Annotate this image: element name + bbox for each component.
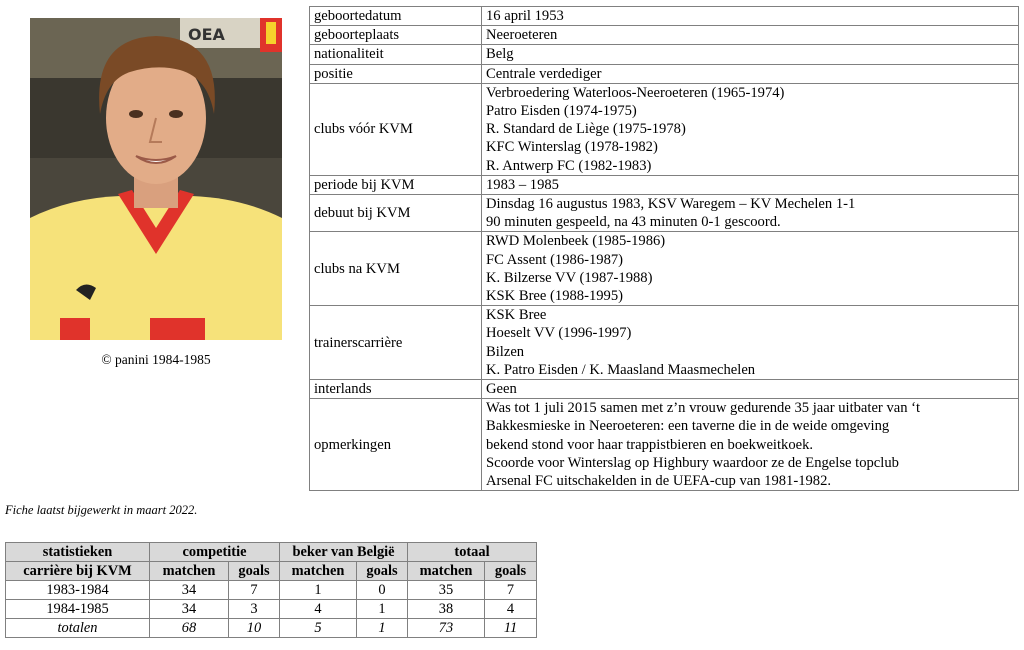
info-row [310,64,1019,83]
stats-value-cell: 5 [280,619,357,638]
stats-subheader-goals: goals [229,562,280,581]
stats-season-cell: totalen [6,619,150,638]
stats-row [6,581,537,600]
info-value-line: Bakkesmieske in Neeroeteren: een taverne die in de weide omgeving [486,418,890,435]
stats-season-cell: 1984-1985 [6,600,150,619]
info-value [482,306,1019,380]
stats-value-cell: 7 [229,581,280,600]
info-value-line: bekend stond voor haar trappistbieren en boekweitkoek. [486,436,814,453]
stats-value-cell: 73 [408,619,485,638]
info-label: nationaliteit [310,45,482,64]
info-value-line: Scoorde voor Winterslag op Highbury waardoor ze de Engelse topclub [486,454,899,471]
stats-subheader-goals: goals [485,562,537,581]
player-info-table [309,6,1019,491]
info-value-line: Arsenal FC uitschakelden in de UEFA-cup van 1981-1982. [486,473,832,490]
info-value-line: R. Standard de Liège (1975-1978) [486,121,686,138]
info-value-line: Patro Eisden (1974-1975) [486,103,637,120]
info-value-line: KSK Bree [486,307,547,324]
info-value-line: Bilzen [486,343,525,360]
info-row [310,380,1019,399]
info-value-line: KSK Bree (1988-1995) [486,288,623,305]
info-value [482,399,1019,491]
info-value [482,45,1019,64]
info-row [310,83,1019,175]
info-label: opmerkingen [310,399,482,491]
info-row [310,195,1019,232]
info-value-line: FC Assent (1986-1987) [486,251,624,268]
info-row [310,306,1019,380]
career-stats-table [5,542,537,638]
info-label: positie [310,64,482,83]
info-value-line: Neeroeteren [486,27,558,44]
stats-value-cell: 7 [485,581,537,600]
stats-value-cell: 35 [408,581,485,600]
stats-header-cup: beker van België [280,543,408,562]
stats-header-title: statistieken [6,543,150,562]
stats-value-cell: 1 [280,581,357,600]
info-value [482,232,1019,306]
stats-subheader-career: carrière bij KVM [6,562,150,581]
stats-value-cell: 34 [150,581,229,600]
info-value [482,195,1019,232]
photo-banner-text: OEA [188,25,225,44]
player-photo [30,18,282,340]
info-value-line: Was tot 1 juli 2015 samen met z’n vrouw gedurende 35 jaar uitbater van ‘t [486,400,921,417]
info-row [310,232,1019,306]
stats-row [6,600,537,619]
stats-value-cell: 0 [357,581,408,600]
stats-subheader-matches: matchen [150,562,229,581]
info-value [482,26,1019,45]
info-value-line: KFC Winterslag (1978-1982) [486,139,658,156]
stats-header-competition: competitie [150,543,280,562]
info-value-line: R. Antwerp FC (1982-1983) [486,157,652,174]
stats-value-cell: 38 [408,600,485,619]
stats-value-cell: 4 [280,600,357,619]
last-updated-note: Fiche laatst bijgewerkt in maart 2022. [5,503,198,517]
info-value-line: Belg [486,46,514,63]
info-value [482,83,1019,175]
info-row [310,45,1019,64]
player-photo-column [30,18,282,368]
info-value-line: 90 minuten gespeeld, na 43 minuten 0-1 gescoord. [486,214,781,231]
info-label: periode bij KVM [310,175,482,194]
info-value-line: Geen [486,381,517,398]
stats-value-cell: 11 [485,619,537,638]
info-row [310,7,1019,26]
info-value-line: 16 april 1953 [486,8,564,24]
info-label: interlands [310,380,482,399]
info-value-line: K. Patro Eisden / K. Maasland Maasmechelen [486,361,756,378]
info-label: geboortedatum [310,7,482,26]
stats-value-cell: 4 [485,600,537,619]
info-row [310,175,1019,194]
stats-season-cell: 1983-1984 [6,581,150,600]
info-value [482,380,1019,399]
info-value-line: Dinsdag 16 augustus 1983, KSV Waregem – KV Mechelen 1-1 [486,196,856,213]
info-label: geboorteplaats [310,26,482,45]
info-label: clubs na KVM [310,232,482,306]
info-value-line: Centrale verdediger [486,65,602,82]
info-value-line: Verbroedering Waterloos-Neeroeteren (1965-1974) [486,84,785,101]
info-value [482,64,1019,83]
stats-value-cell: 1 [357,619,408,638]
stats-totals-row [6,619,537,638]
info-value-line: RWD Molenbeek (1985-1986) [486,233,666,250]
stats-subheader-matches: matchen [408,562,485,581]
info-value-line: K. Bilzerse VV (1987-1988) [486,269,653,286]
info-row [310,399,1019,491]
photo-credit: © panini 1984-1985 [101,352,211,367]
stats-subheader-matches: matchen [280,562,357,581]
stats-header-total: totaal [408,543,537,562]
stats-value-cell: 68 [150,619,229,638]
info-row [310,26,1019,45]
stats-value-cell: 34 [150,600,229,619]
info-label: clubs vóór KVM [310,83,482,175]
info-value [482,7,1019,26]
info-value-line: Hoeselt VV (1996-1997) [486,325,632,342]
stats-value-cell: 3 [229,600,280,619]
stats-subheader-goals: goals [357,562,408,581]
player-portrait-illustration [30,18,282,340]
stats-value-cell: 10 [229,619,280,638]
info-label: debuut bij KVM [310,195,482,232]
info-value-line: 1983 – 1985 [486,176,559,193]
info-label: trainerscarrière [310,306,482,380]
stats-value-cell: 1 [357,600,408,619]
info-value [482,175,1019,194]
